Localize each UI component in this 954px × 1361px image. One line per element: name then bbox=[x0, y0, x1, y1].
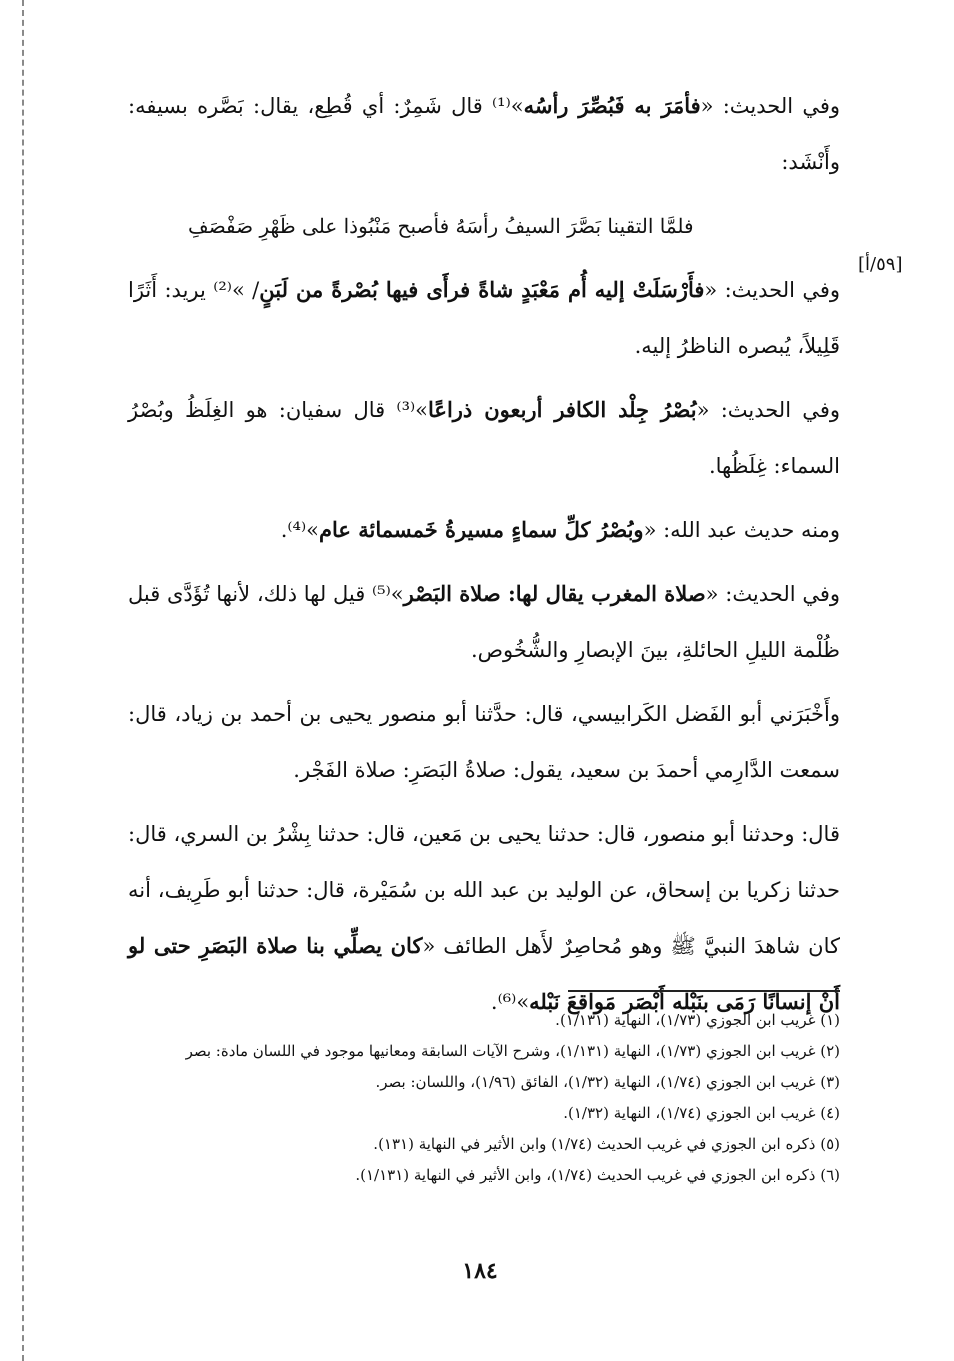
paragraph-3 bbox=[128, 382, 840, 494]
footnote-5: (٥) ذكره ابن الجوزي في غريب الحديث (١/٧٤) وابن الأثير في النهاية (١٣١). bbox=[373, 1135, 840, 1153]
footnote-6: (٦) ذكره ابن الجوزي في غريب الحديث (١/٧٤)، وابن الأثير في النهاية (١/١٣١). bbox=[355, 1166, 840, 1184]
p3-commentary: »⁽³⁾ قال سفيان: هو الغِلَظُ وبُصْرُ السماء: غِلَظُها. bbox=[128, 398, 840, 478]
p3-hadith-quote: بُصْرُ جِلْد الكافر أربعون ذراعًا bbox=[428, 397, 697, 422]
paragraph-7 bbox=[128, 806, 840, 1030]
footnote-separator bbox=[568, 990, 840, 992]
p7-isnad: قال: وحدثنا أبو منصور، قال: حدثنا يحيى بن مَعين، قال: حدثنا بِشْرُ بن السري، قال: حدثنا زكريا بن إسحاق، عن الوليد بن عبد الله بن سُمَيْرة، قال: حدثنا أبو طَرِيف، أنه كان شاهدَ النبيَّ ﷺ وهو مُحاصِرٌ لأَهل الطائف « bbox=[128, 822, 840, 958]
p4-intro: ومنه حديث عبد الله: « bbox=[643, 518, 840, 542]
p2-intro: وفي الحديث: « bbox=[704, 278, 841, 302]
main-text bbox=[128, 78, 840, 1038]
p5-intro: وفي الحديث: « bbox=[705, 582, 840, 606]
margin-folio-note: [٥٩/أ] bbox=[858, 254, 903, 275]
p1-hadith-quote: فأمَرَ به فَبُصِّرَ رأسُه bbox=[523, 93, 701, 118]
paragraph-6: وأَخْبَرَني أبو الفَضل الكَرابيسي، قال: حدَّثنا أبو منصور يحيى بن أحمد بن زياد، قال: سمعت الدَّارِمي أحمدَ بن سعيد، يقول: صلاةُ البَصَرِ: صلاة الفَجْر. bbox=[128, 702, 840, 782]
paragraph-2 bbox=[128, 262, 840, 374]
margin-guide-line bbox=[22, 0, 24, 1361]
p2-hadith-quote: فأَرْسَلَتْ إليه أُم مَعْبَدٍ شاةً فرأَى فيها بُصْرةً من لَبَنٍ bbox=[259, 277, 705, 302]
paragraph-5 bbox=[128, 566, 840, 678]
p1-commentary: »⁽¹⁾ قال شَمِرٌ: أي قُطِع، يقال: بَصَّره بسيفه: وأَنْشَد: bbox=[128, 94, 840, 174]
paragraph-4 bbox=[128, 502, 840, 558]
p2-commentary: / »⁽²⁾ يريد: أَثَرًا قَلِيلاً، يُبصره الناظرُ إليه. bbox=[128, 278, 840, 358]
p4-hadith-quote: وبُصْرُ كلِّ سماءٍ مسيرةُ خَمسمائة عام bbox=[318, 517, 644, 542]
p7-closing: »⁽⁶⁾. bbox=[490, 990, 530, 1014]
footnote-2: (٢) غريب ابن الجوزي (١/٧٣)، النهاية (١/١٣١)، وشرح الآيات السابقة ومعانيها موجود في اللسان مادة: بصر bbox=[185, 1042, 840, 1060]
p4-commentary: »⁽⁴⁾. bbox=[280, 518, 319, 542]
p5-hadith-quote: صلاة المغرب يقال لها: صلاة البَصْر bbox=[403, 581, 706, 606]
footnote-1: (١) غريب ابن الجوزي (١/٧٣)، النهاية (١/١٣١). bbox=[555, 1011, 840, 1029]
footnote-3: (٣) غريب ابن الجوزي (١/٧٤)، النهاية (١/٣٢)، الفائق (١/٩٦)، واللسان: بصر. bbox=[375, 1073, 840, 1091]
paragraph-1 bbox=[128, 78, 840, 190]
footnotes bbox=[128, 1005, 840, 1191]
page-number: ١٨٤ bbox=[462, 1258, 498, 1284]
p3-intro: وفي الحديث: « bbox=[696, 398, 840, 422]
p7-hadith-quote: كان يصلِّي بنا صلاة البَصَرِ حتى لو أَنْ إنسانًا رَمَى بنَبْله أَبْصَر مَواقعَ نَبْله bbox=[128, 933, 840, 1014]
p1-intro: وفي الحديث: « bbox=[700, 94, 841, 118]
p5-commentary: »⁽⁵⁾ قيل لها ذلك، لأنها تُؤَدَّى قبل ظُلْمة الليلِ الحائلةِ، بينَ الإبصارِ والشُّخُوص. bbox=[128, 582, 840, 662]
footnote-4: (٤) غريب ابن الجوزي (١/٧٤)، النهاية (١/٣٢). bbox=[563, 1104, 840, 1122]
poetry-verse: فلمَّا التقينا بَصَّرَ السيفُ رأسَهُ فأصبح مَنْبُوذا على ظَهْرِ صَفْصَفِ bbox=[188, 214, 694, 238]
